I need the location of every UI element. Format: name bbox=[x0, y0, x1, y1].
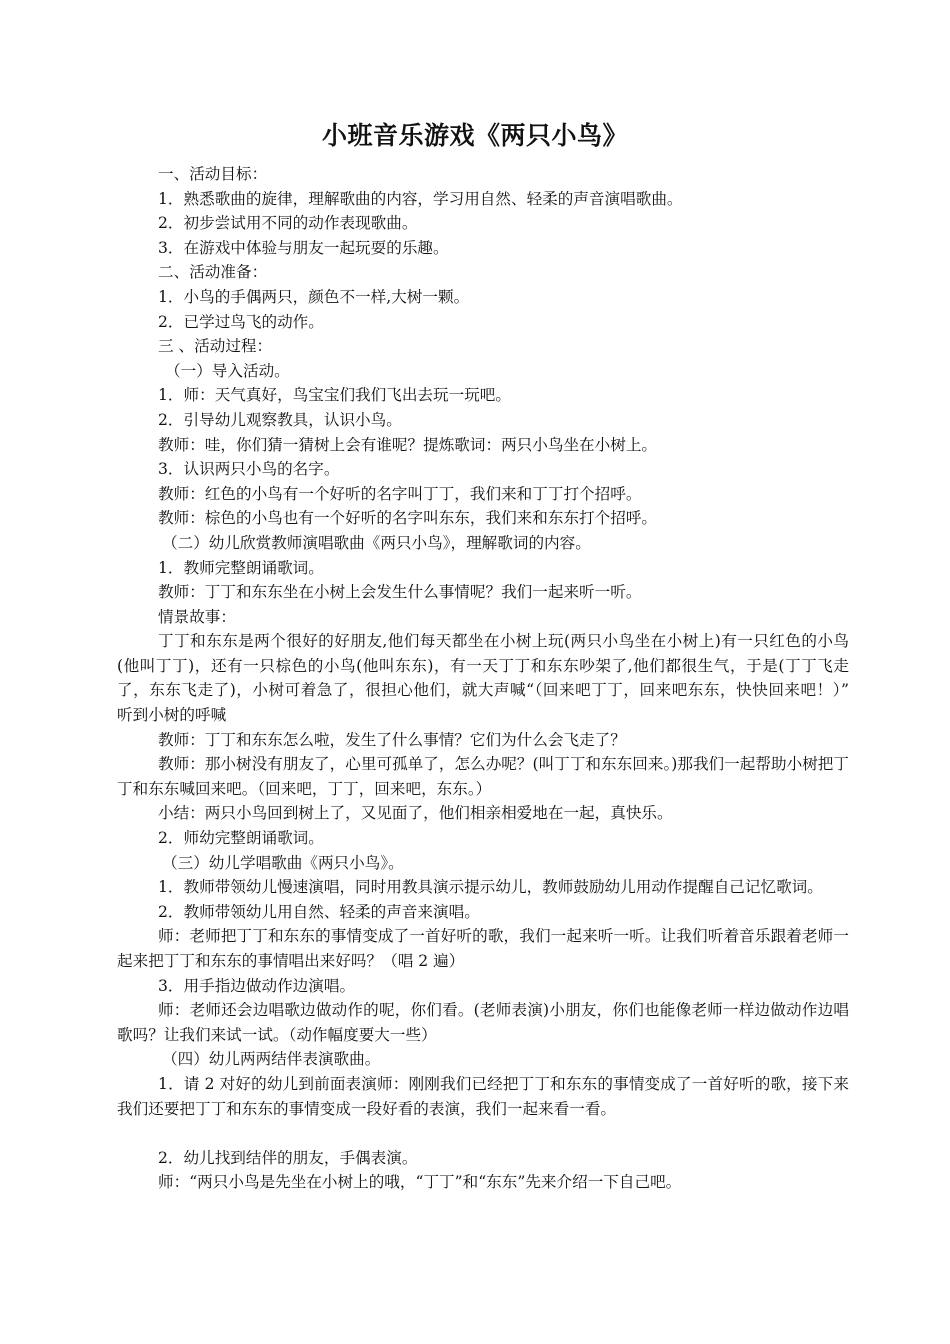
paragraph: 3．用手指边做动作边演唱。 bbox=[158, 976, 356, 995]
section-heading: 三 、活动过程： bbox=[158, 337, 273, 356]
paragraph: 2．师幼完整朗诵歌词。 bbox=[158, 829, 324, 848]
paragraph: 师：老师还会边唱歌边做动作的呢，你们看。(老师表演)小朋友，你们也能像老师一样边做动作边唱歌吗？让我们来试一试。（动作幅度要大一些） bbox=[117, 1001, 849, 1044]
paragraph: 1．师：天气真好，鸟宝宝们我们飞出去玩一玩吧。 bbox=[158, 386, 511, 405]
paragraph: 师：“两只小鸟是先坐在小树上的哦，“丁丁”和“东东”先来介绍一下自己吧。 bbox=[158, 1173, 682, 1192]
section-heading: 二、活动准备： bbox=[158, 263, 268, 282]
paragraph: 教师：那小树没有朋友了，心里可孤单了，怎么办呢？(叫丁丁和东东回来。)那我们一起帮助小树把丁丁和东东喊回来吧。（回来吧，丁丁，回来吧，东东。） bbox=[117, 755, 849, 798]
section-heading: 一、活动目标： bbox=[158, 165, 268, 183]
subsection-heading: （四）幼儿两两结伴表演歌曲。 bbox=[162, 1050, 381, 1069]
document-body bbox=[117, 162, 881, 1195]
paragraph: 2．已学过鸟飞的动作。 bbox=[158, 312, 324, 331]
paragraph: 1．教师带领幼儿慢速演唱，同时用教具演示提示幼儿，教师鼓励幼儿用动作提醒自己记忆歌词。 bbox=[158, 878, 823, 897]
subsection-heading: （二）幼儿欣赏教师演唱歌曲《两只小鸟》，理解歌词的内容。 bbox=[162, 533, 591, 552]
paragraph: 1．熟悉歌曲的旋律，理解歌曲的内容，学习用自然、轻柔的声音演唱歌曲。 bbox=[158, 189, 683, 208]
paragraph: 情景故事： bbox=[158, 607, 236, 626]
paragraph: 1．请 2 对好的幼儿到前面表演师：刚刚我们已经把丁丁和东东的事情变成了一首好听的歌，接下来我们还要把丁丁和东东的事情变成一段好看的表演，我们一起来看一看。 bbox=[117, 1074, 849, 1118]
paragraph: 教师：丁丁和东东怎么啦，发生了什么事情？它们为什么会飞走了？ bbox=[158, 730, 626, 749]
subsection-heading: （一）导入活动。 bbox=[165, 361, 290, 380]
paragraph: 1．小鸟的手偶两只，颜色不一样,大树一颗。 bbox=[158, 287, 470, 306]
paragraph: 2．初步尝试用不同的动作表现歌曲。 bbox=[158, 214, 418, 233]
paragraph: 3．在游戏中体验与朋友一起玩耍的乐趣。 bbox=[158, 238, 449, 257]
paragraph: 师：老师把丁丁和东东的事情变成了一首好听的歌，我们一起来听一听。让我们听着音乐跟着老师一起来把丁丁和东东的事情唱出来好吗？（唱 2 遍） bbox=[117, 927, 849, 970]
story-paragraph: 丁丁和东东是两个很好的好朋友,他们每天都坐在小树上玩(两只小鸟坐在小树上)有一只红色的小鸟(他叫丁丁)，还有一只棕色的小鸟(他叫东东)，有一天丁丁和东东吵架了,他们都很生气，于是(丁丁飞走了，东东飞走了)，小树可着急了，很担心他们，就大声喊“（回来吧丁丁，回来吧东东，快快回来吧！）” 听到小树的呼喊 bbox=[117, 632, 881, 725]
paragraph: 教师：丁丁和东东坐在小树上会发生什么事情呢？我们一起来听一听。 bbox=[158, 583, 642, 602]
paragraph: 1．教师完整朗诵歌词。 bbox=[158, 558, 324, 577]
paragraph: 2．教师带领幼儿用自然、轻柔的声音来演唱。 bbox=[158, 902, 480, 921]
subsection-heading: （三）幼儿学唱歌曲《两只小鸟》。 bbox=[162, 853, 404, 872]
paragraph: 教师：哇，你们猜一猜树上会有谁呢？提炼歌词：两只小鸟坐在小树上。 bbox=[158, 435, 658, 454]
blank-line bbox=[117, 1121, 849, 1146]
paragraph: 教师：棕色的小鸟也有一个好听的名字叫东东，我们来和东东打个招呼。 bbox=[158, 509, 658, 528]
paragraph: 2．幼儿找到结伴的朋友，手偶表演。 bbox=[158, 1148, 418, 1167]
page-title: 小班音乐游戏《两只小鸟》 bbox=[321, 121, 628, 150]
paragraph: 2．引导幼儿观察教具，认识小鸟。 bbox=[158, 410, 402, 429]
paragraph: 3．认识两只小鸟的名字。 bbox=[158, 460, 340, 479]
paragraph: 小结：两只小鸟回到树上了，又见面了，他们相亲相爱地在一起，真快乐。 bbox=[158, 804, 673, 823]
paragraph: 教师：红色的小鸟有一个好听的名字叫丁丁，我们来和丁丁打个招呼。 bbox=[158, 484, 642, 503]
